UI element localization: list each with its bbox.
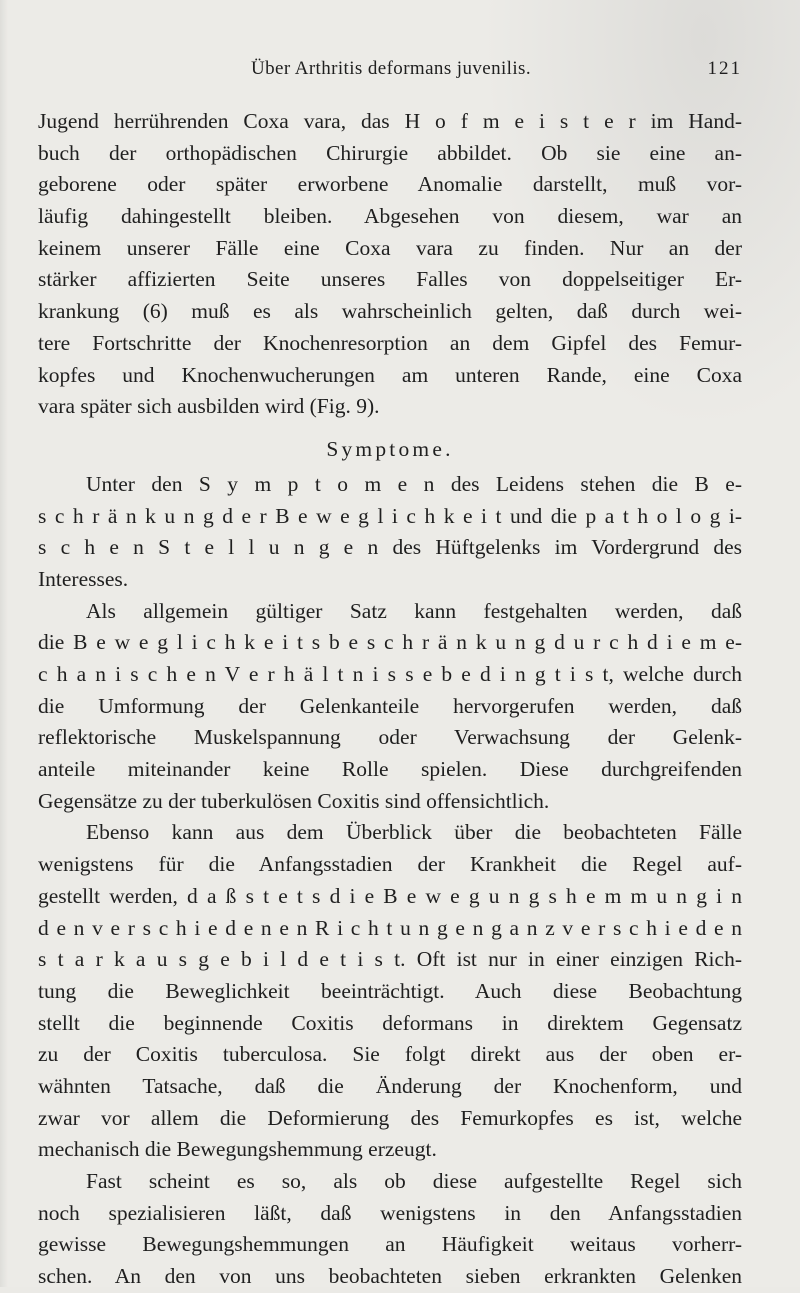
text-line: die B e w e g l i c h k e i t s b e s c h r ä n k u n g d u r c h d i e m e- bbox=[38, 630, 742, 655]
text-line: Als allgemein gültiger Satz kann festgehalten werden, daß bbox=[86, 598, 742, 623]
text-line: tung die Beweglichkeit beeinträchtigt. Auch diese Beobachtung bbox=[38, 978, 742, 1003]
text-line: stärker affizierten Seite unseres Falles von doppelseitiger Er- bbox=[38, 267, 742, 292]
text-line: c h a n i s c h e n V e r h ä l t n i s s e b e d i n g t i s t, welche durch bbox=[38, 662, 742, 686]
text-line: gewisse Bewegungshemmungen an Häufigkeit weitaus vorherr- bbox=[38, 1232, 742, 1257]
text-line: Unter den S y m p t o m e n des Leidens stehen die B e- bbox=[86, 471, 742, 496]
page-header bbox=[40, 58, 742, 86]
body-text bbox=[38, 106, 742, 1293]
text-line: anteile miteinander keine Rolle spielen. Diese durchgreifenden bbox=[38, 757, 742, 782]
page-number: 121 bbox=[707, 58, 742, 79]
text-line: zu der Coxitis tuberculosa. Sie folgt direkt aus der oben er- bbox=[38, 1042, 742, 1067]
text-line: tere Fortschritte der Knochenresorption an dem Gipfel des Femur- bbox=[38, 330, 742, 355]
text-line: buch der orthopädischen Chirurgie abbildet. Ob sie eine an- bbox=[38, 140, 742, 165]
text-line: d e n v e r s c h i e d e n e n R i c h t u n g e n g a n z v e r s c h i e d e n bbox=[38, 915, 742, 940]
text-line: wähnten Tatsache, daß die Änderung der Knochenform, und bbox=[38, 1073, 742, 1098]
text-line: s t a r k a u s g e b i l d e t i s t. Oft ist nur in einer einzigen Rich- bbox=[38, 947, 742, 972]
text-line: Gegensätze zu der tuberkulösen Coxitis sind offensichtlich. bbox=[38, 788, 550, 813]
text-line: kopfes und Knochenwucherungen am unteren Rande, eine Coxa bbox=[38, 362, 742, 387]
text-line: die Umformung der Gelenkanteile hervorgerufen werden, daß bbox=[38, 693, 742, 718]
text-line: Jugend herrührenden Coxa vara, das H o f m e i s t e r im Hand- bbox=[38, 109, 742, 133]
text-line: zwar vor allem die Deformierung des Femurkopfes es ist, welche bbox=[38, 1105, 742, 1130]
text-line: keinem unserer Fälle eine Coxa vara zu finden. Nur an der bbox=[38, 235, 742, 260]
text-line: s c h e n S t e l l u n g e n des Hüftgelenks im Vordergrund des bbox=[38, 535, 742, 560]
text-line: wenigstens für die Anfangsstadien der Krankheit die Regel auf- bbox=[38, 852, 742, 877]
text-line: krankung (6) muß es als wahrscheinlich gelten, daß durch wei- bbox=[38, 299, 742, 324]
text-line: mechanisch die Bewegungshemmung erzeugt. bbox=[38, 1137, 437, 1162]
text-line: noch spezialisieren läßt, daß wenigstens in den Anfangsstadien bbox=[38, 1200, 742, 1225]
text-line: Fast scheint es so, als ob diese aufgestellte Regel sich bbox=[86, 1169, 742, 1193]
text-line: Interesses. bbox=[38, 566, 129, 591]
running-title: Über Arthritis deformans juvenilis. bbox=[251, 58, 531, 79]
section-heading: Symptome. bbox=[326, 436, 454, 461]
text-line: geborene oder später erworbene Anomalie darstellt, muß vor- bbox=[38, 172, 742, 197]
text-line: läufig dahingestellt bleiben. Abgesehen von diesem, war an bbox=[38, 204, 742, 229]
text-line: s c h r ä n k u n g d e r B e w e g l i c h k e i t und die p a t h o l o g i- bbox=[38, 503, 742, 528]
text-line: stellt die beginnende Coxitis deformans in direktem Gegensatz bbox=[38, 1010, 742, 1035]
text-line: vara später sich ausbilden wird (Fig. 9). bbox=[38, 394, 380, 419]
text-line: schen. An den von uns beobachteten sieben erkrankten Gelenken bbox=[38, 1264, 742, 1289]
text-line: gestellt werden, d a ß s t e t s d i e B e w e g u n g s h e m m u n g i n bbox=[38, 883, 742, 908]
text-line: reflektorische Muskelspannung oder Verwachsung der Gelenk- bbox=[38, 725, 742, 750]
text-line: Ebenso kann aus dem Überblick über die beobachteten Fälle bbox=[86, 820, 742, 845]
